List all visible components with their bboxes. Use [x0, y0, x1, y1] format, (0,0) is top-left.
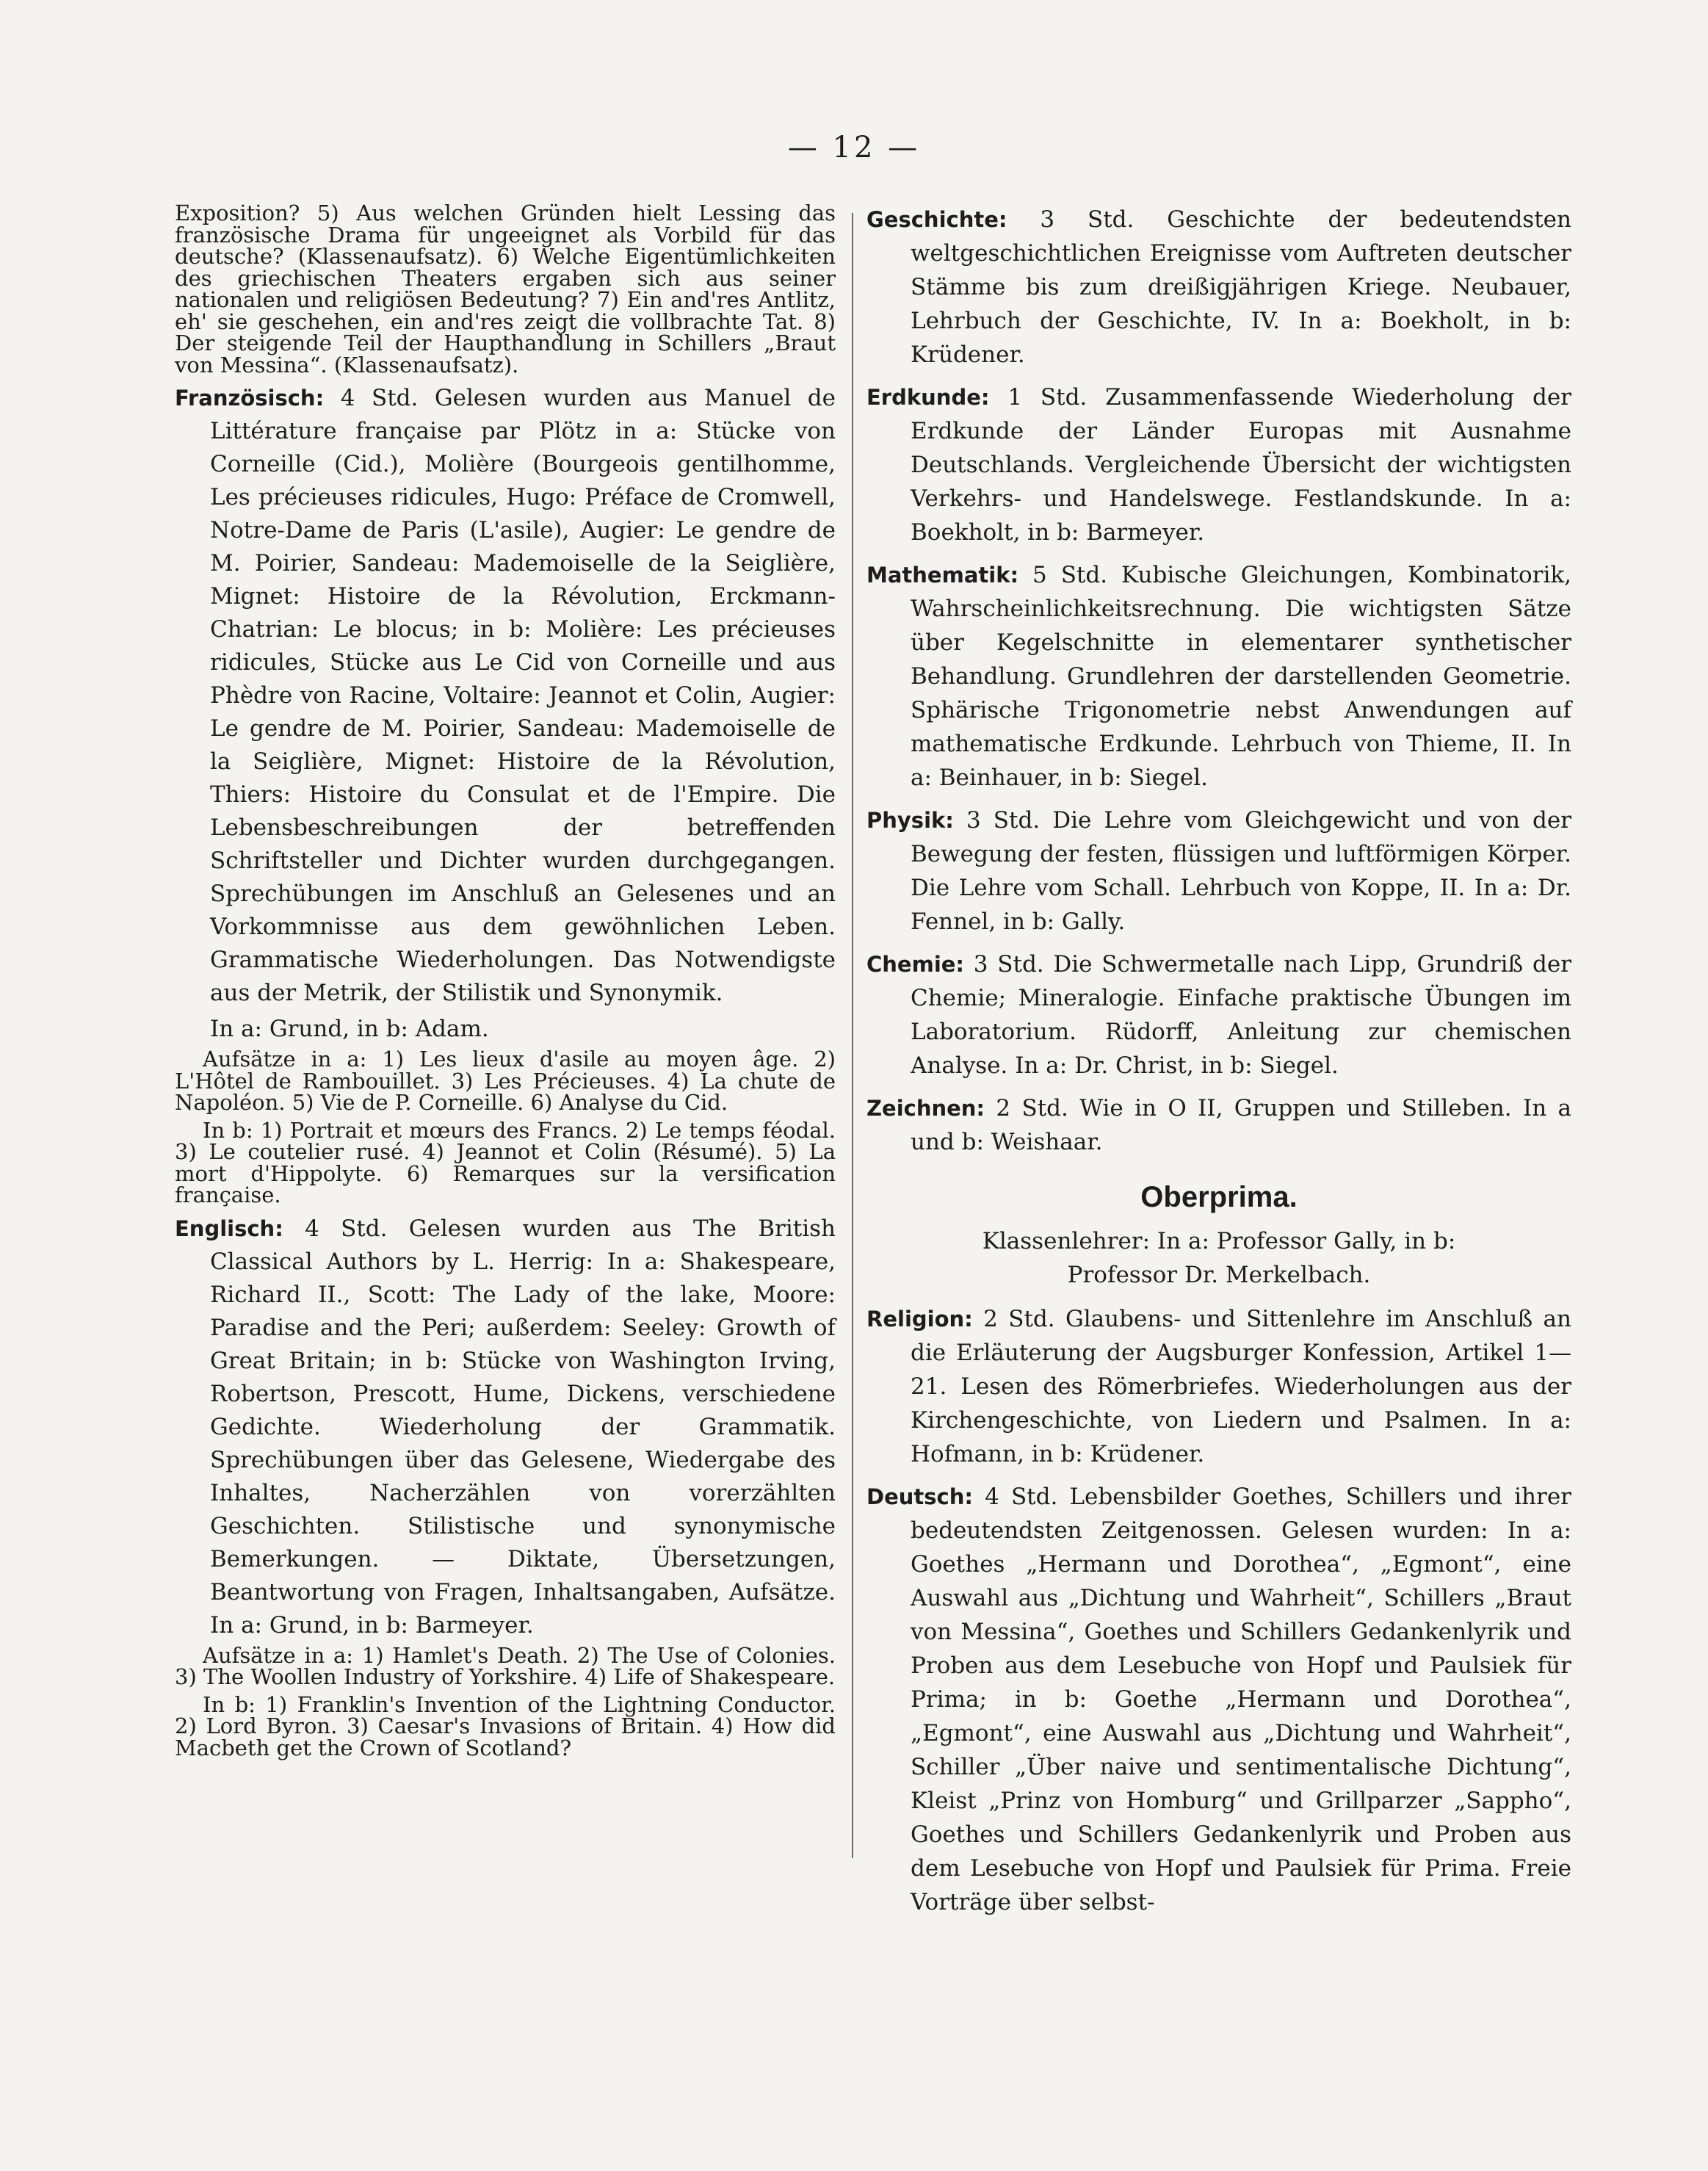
englisch-label: Englisch: — [175, 1215, 283, 1241]
klassenlehrer — [866, 1224, 1571, 1292]
religion-section — [866, 1302, 1571, 1471]
zeichnen-label: Zeichnen: — [866, 1096, 985, 1121]
klassenlehrer-line-1: Klassenlehrer: In a: Professor Gally, in b: — [982, 1228, 1456, 1254]
intro-paragraph: Exposition? 5) Aus welchen Gründen hielt Lessing das französische Drama für ungeeignet als Vorbild für das deutsche? (Klassenaufsatz). 6) Welche Eigentümlichkeiten des griechischen Theaters ergaben sich aus seiner nationalen und religiösen Bedeutung? 7) Ein and'res Antlitz, eh' sie geschehen, ein and'res zeigt die vollbrachte Tat. 8) Der steigende Teil der Haupthandlung in Schillers „Braut von Messina“. (Klassenaufsatz). — [175, 201, 836, 378]
franzoesisch-books: In a: Grund, in b: Adam. — [210, 1016, 489, 1042]
physik-label: Physik: — [866, 808, 954, 833]
englisch-aufsaetze-b: In b: 1) Franklin's Invention of the Lightning Conductor. 2) Lord Byron. 3) Caesar's Invasions of Britain. 4) How did Macbeth get the Crown of Scotland? — [175, 1691, 836, 1760]
deutsch-body: 4 Std. Lebensbilder Goethes, Schillers und ihrer bedeutendsten Zeitgenossen. Gelesen wurden: In a: Goethes „Hermann und Dorothea“, „Egmont“, eine Auswahl aus „Dichtung und Wahrheit“, Schillers „Braut von Messina“, Goethes und Schillers Gedankenlyrik und Proben aus dem Lesebuche von Hopf und Paulsiek für Prima; in b: Goethe „Hermann und Dorothea“, „Egmont“, eine Auswahl aus „Dichtung und Wahrheit“, Schiller „Über naive und sentimentalische Dichtung“, Kleist „Prinz von Homburg“ und Grillparzer „Sappho“, Goethes und Schillers Gedankenlyrik und Proben aus dem Lesebuche von Hopf und Paulsiek für Prima. Freie Vorträge über selbst- — [911, 1484, 1571, 1915]
klassenlehrer-line-2: Professor Dr. Merkelbach. — [1067, 1262, 1371, 1288]
chemie-label: Chemie: — [866, 952, 965, 977]
chemie-body: 3 Std. Die Schwermetalle nach Lipp, Grundriß der Chemie; Mineralogie. Einfache praktische Übungen im Laboratorium. Rüdorff, Anleitung zur chemischen Analyse. In a: Dr. Christ, in b: Siegel. — [911, 951, 1571, 1079]
englisch-section — [175, 1213, 836, 1642]
deutsch-label: Deutsch: — [866, 1484, 973, 1509]
physik-section — [866, 803, 1571, 939]
left-column — [175, 203, 836, 1765]
mathematik-section — [866, 558, 1571, 795]
franzoesisch-aufsaetze-a: Aufsätze in a: 1) Les lieux d'asile au moyen âge. 2) L'Hôtel de Rambouillet. 3) Les Précieuses. 4) La chute de Napoléon. 5) Vie de P. Corneille. 6) Analyse du Cid. — [175, 1047, 836, 1115]
column-divider — [852, 213, 853, 1858]
physik-body: 3 Std. Die Lehre vom Gleichgewicht und von der Bewegung der festen, flüssigen und luftförmigen Körper. Die Lehre vom Schall. Lehrbuch von Koppe, II. In a: Dr. Fennel, in b: Gally. — [911, 807, 1572, 935]
right-column — [866, 203, 1571, 1928]
page-number: — 12 — — [787, 131, 921, 165]
erdkunde-body: 1 Std. Zusammenfassende Wiederholung der Erdkunde der Länder Europas mit Ausnahme Deutschlands. Vergleichende Übersicht der wichtigsten Verkehrs- und Handelswege. Festlandskunde. In a: Boekholt, in b: Barmeyer. — [911, 384, 1571, 546]
mathematik-body: 5 Std. Kubische Gleichungen, Kombinatorik, Wahrscheinlichkeitsrechnung. Die wichtigsten Sätze über Kegelschnitte in elementarer synthetischer Behandlung. Grundlehren der darstellenden Geometrie. Sphärische Trigonometrie nebst Anwendungen auf mathematische Erdkunde. Lehrbuch von Thieme, II. In a: Beinhauer, in b: Siegel. — [911, 562, 1571, 791]
deutsch-section — [866, 1480, 1571, 1919]
franzoesisch-label: Französisch: — [175, 386, 325, 411]
section-title-oberprima: Oberprima. — [1140, 1181, 1298, 1213]
zeichnen-section — [866, 1091, 1571, 1159]
englisch-body: 4 Std. Gelesen wurden aus The British Classical Authors by L. Herrig: In a: Shakespeare, Richard II., Scott: The Lady of the lake, Moore: Paradise and the Peri; außerdem: Seeley: Growth of Great Britain; in b: Stücke von Washington Irving, Robertson, Prescott, Hume, Dickens, verschiedene Gedichte. Wiederholung der Grammatik. Sprechübungen über das Gelesene, Wiedergabe des Inhaltes, Nacherzählen von vorerzählten Geschichten. Stilistische und synonymische Bemerkungen. — Diktate, Übersetzungen, Beantwortung von Fragen, Inhaltsangaben, Aufsätze. In a: Grund, in b: Barmeyer. — [210, 1215, 836, 1639]
religion-body: 2 Std. Glaubens- und Sittenlehre im Anschluß an die Erläuterung der Augsburger Konfession, Artikel 1—21. Lesen des Römerbriefes. Wiederholungen aus der Kirchengeschichte, von Liedern und Psalmen. In a: Hofmann, in b: Krüdener. — [911, 1306, 1571, 1467]
franzoesisch-section — [175, 382, 836, 1010]
geschichte-body: 3 Std. Geschichte der bedeutendsten weltgeschichtlichen Ereignisse vom Auftreten deutscher Stämme bis zum dreißigjährigen Kriege. Neubauer, Lehrbuch der Geschichte, IV. In a: Boekholt, in b: Krüdener. — [911, 206, 1571, 368]
erdkunde-section — [866, 380, 1571, 549]
geschichte-label: Geschichte: — [866, 207, 1007, 232]
religion-label: Religion: — [866, 1307, 973, 1332]
geschichte-section — [866, 203, 1571, 372]
franzoesisch-body: 4 Std. Gelesen wurden aus Manuel de Littérature française par Plötz in a: Stücke von Corneille (Cid.), Molière (Bourgeois gentilhomme, Les précieuses ridicules, Hugo: Préface de Cromwell, Notre-Dame de Paris (L'asile), Augier: Le gendre de M. Poirier, Sandeau: Mademoiselle de la Seiglière, Mignet: Histoire de la Révolution, Erckmann-Chatrian: Le blocus; in b: Molière: Les précieuses ridicules, Stücke aus Le Cid von Corneille und aus Phèdre von Racine, Voltaire: Jeannot et Colin, Augier: Le gendre de M. Poirier, Sandeau: Mademoiselle de la Seiglière, Mignet: Histoire de la Révolution, Thiers: Histoire du Consulat et de l'Empire. Die Lebensbeschreibungen der betreffenden Schriftsteller und Dichter wurden durchgegangen. Sprechübungen im Anschluß an Gelesenes und an Vorkommnisse aus dem gewöhnlichen Leben. Grammatische Wiederholungen. Das Notwendigste aus der Metrik, der Stilistik und Synonymik. — [210, 385, 836, 1006]
zeichnen-body: 2 Std. Wie in O II, Gruppen und Stilleben. In a und b: Weishaar. — [911, 1095, 1572, 1155]
chemie-section — [866, 947, 1571, 1083]
mathematik-label: Mathematik: — [866, 563, 1019, 588]
erdkunde-label: Erdkunde: — [866, 385, 990, 410]
franzoesisch-aufsaetze-b: In b: 1) Portrait et mœurs des Francs. 2) Le temps féodal. 3) Le coutelier rusé. 4) Jeannot et Colin (Résumé). 5) La mort d'Hippolyte. 6) Remarques sur la versification française. — [175, 1117, 836, 1207]
englisch-aufsaetze-a: Aufsätze in a: 1) Hamlet's Death. 2) The Use of Colonies. 3) The Woollen Industry of Yorkshire. 4) Life of Shakespeare. — [175, 1642, 836, 1689]
